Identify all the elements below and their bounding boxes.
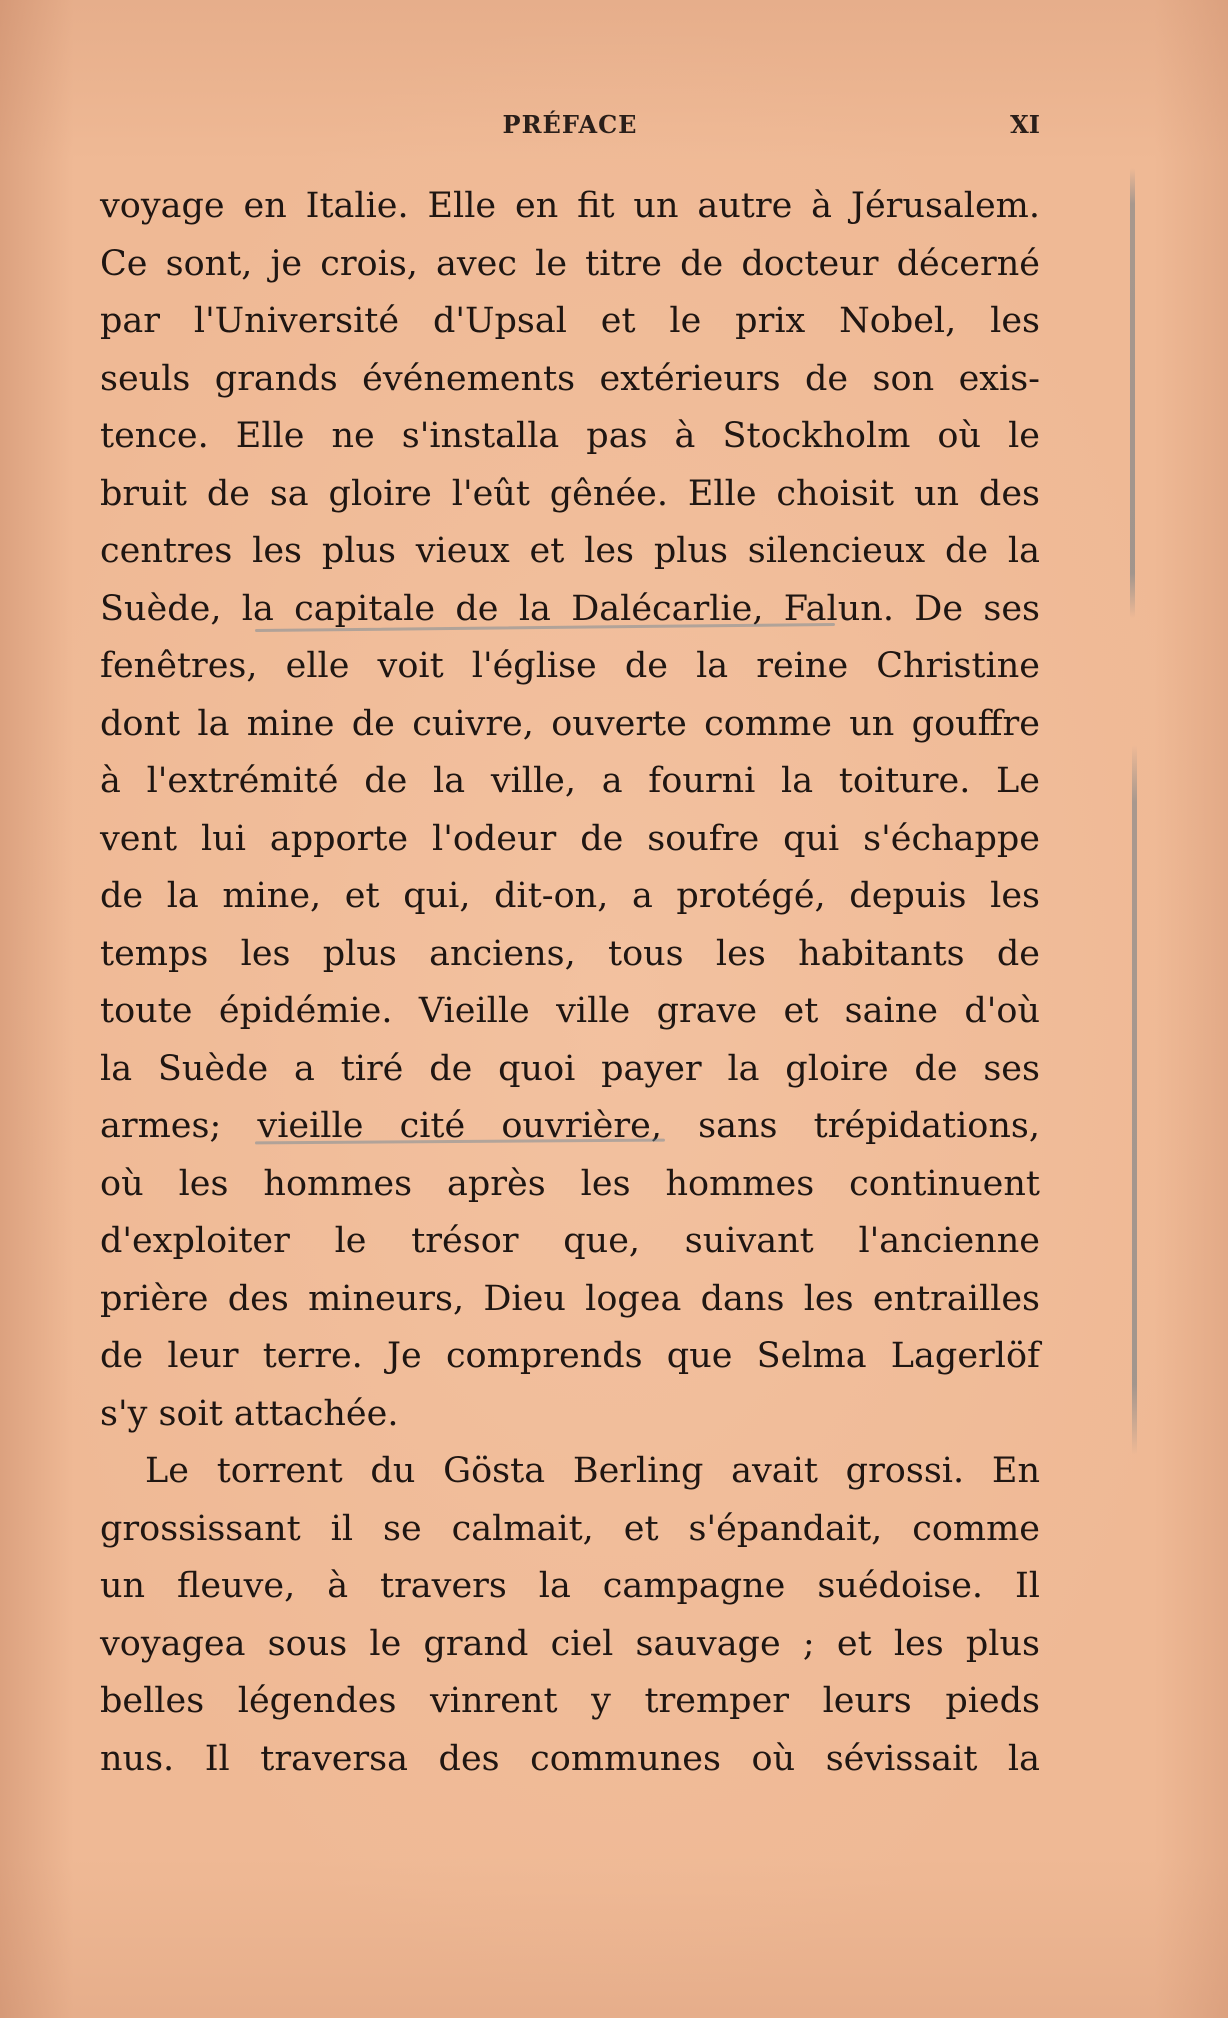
text-line: d'exploiter le trésor que, suivant l'ancienne xyxy=(100,1221,1040,1261)
text-line: grossissant il se calmait, et s'épandait, comme xyxy=(100,1508,1040,1549)
text-line: à l'extrémité de la ville, a fourni la toiture. Le xyxy=(100,761,1040,801)
text-line: s'y soit attachée. xyxy=(100,1393,399,1434)
text-line: bruit de sa gloire l'eût gênée. Elle choisit un des xyxy=(100,473,1040,514)
text-line: Le torrent du Gösta Berling avait grossi. En xyxy=(145,1451,1040,1491)
page-number: XI xyxy=(1010,110,1040,139)
running-title: PRÉFACE xyxy=(502,110,638,139)
text-line: armes; vieille cité ouvrière, sans trépidations, xyxy=(100,1106,1040,1146)
text-line: vent lui apporte l'odeur de soufre qui s'échappe xyxy=(100,818,1040,859)
text-line: la Suède a tiré de quoi payer la gloire de ses xyxy=(100,1048,1040,1089)
text-line: dont la mine de cuivre, ouverte comme un gouffre xyxy=(100,703,1040,744)
text-line: par l'Université d'Upsal et le prix Nobel, les xyxy=(100,301,1040,341)
text-line: un fleuve, à travers la campagne suédoise. Il xyxy=(100,1566,1040,1606)
text-line: centres les plus vieux et les plus silencieux de la xyxy=(100,531,1040,571)
text-line: de leur terre. Je comprends que Selma Lagerlöf xyxy=(100,1336,1040,1376)
text-line: tence. Elle ne s'installa pas à Stockholm où le xyxy=(100,416,1040,456)
text-line: voyagea sous le grand ciel sauvage ; et les plus xyxy=(100,1623,1040,1664)
running-head xyxy=(100,110,1040,142)
text-line: où les hommes après les hommes continuent xyxy=(100,1163,1040,1204)
pencil-margin-mark xyxy=(1132,745,1137,1455)
pencil-margin-mark xyxy=(1130,168,1135,618)
text-line: de la mine, et qui, dit-on, a protégé, depuis les xyxy=(100,876,1040,916)
text-line: Ce sont, je crois, avec le titre de docteur décerné xyxy=(100,243,1040,284)
text-line: prière des mineurs, Dieu logea dans les entrailles xyxy=(100,1278,1040,1319)
text-line: fenêtres, elle voit l'église de la reine Christine xyxy=(100,646,1040,686)
text-line: toute épidémie. Vieille ville grave et saine d'où xyxy=(100,991,1040,1031)
text-line: seuls grands événements extérieurs de son exis- xyxy=(100,358,1040,399)
body-text xyxy=(100,178,1040,1788)
text-line: voyage en Italie. Elle en fit un autre à Jérusalem. xyxy=(100,186,1040,226)
text-line: nus. Il traversa des communes où sévissait la xyxy=(100,1738,1040,1779)
text-line: belles légendes vinrent y tremper leurs pieds xyxy=(100,1681,1040,1721)
text-line: Suède, la capitale de la Dalécarlie, Falun. De ses xyxy=(100,588,1040,629)
text-line: temps les plus anciens, tous les habitants de xyxy=(100,933,1040,974)
